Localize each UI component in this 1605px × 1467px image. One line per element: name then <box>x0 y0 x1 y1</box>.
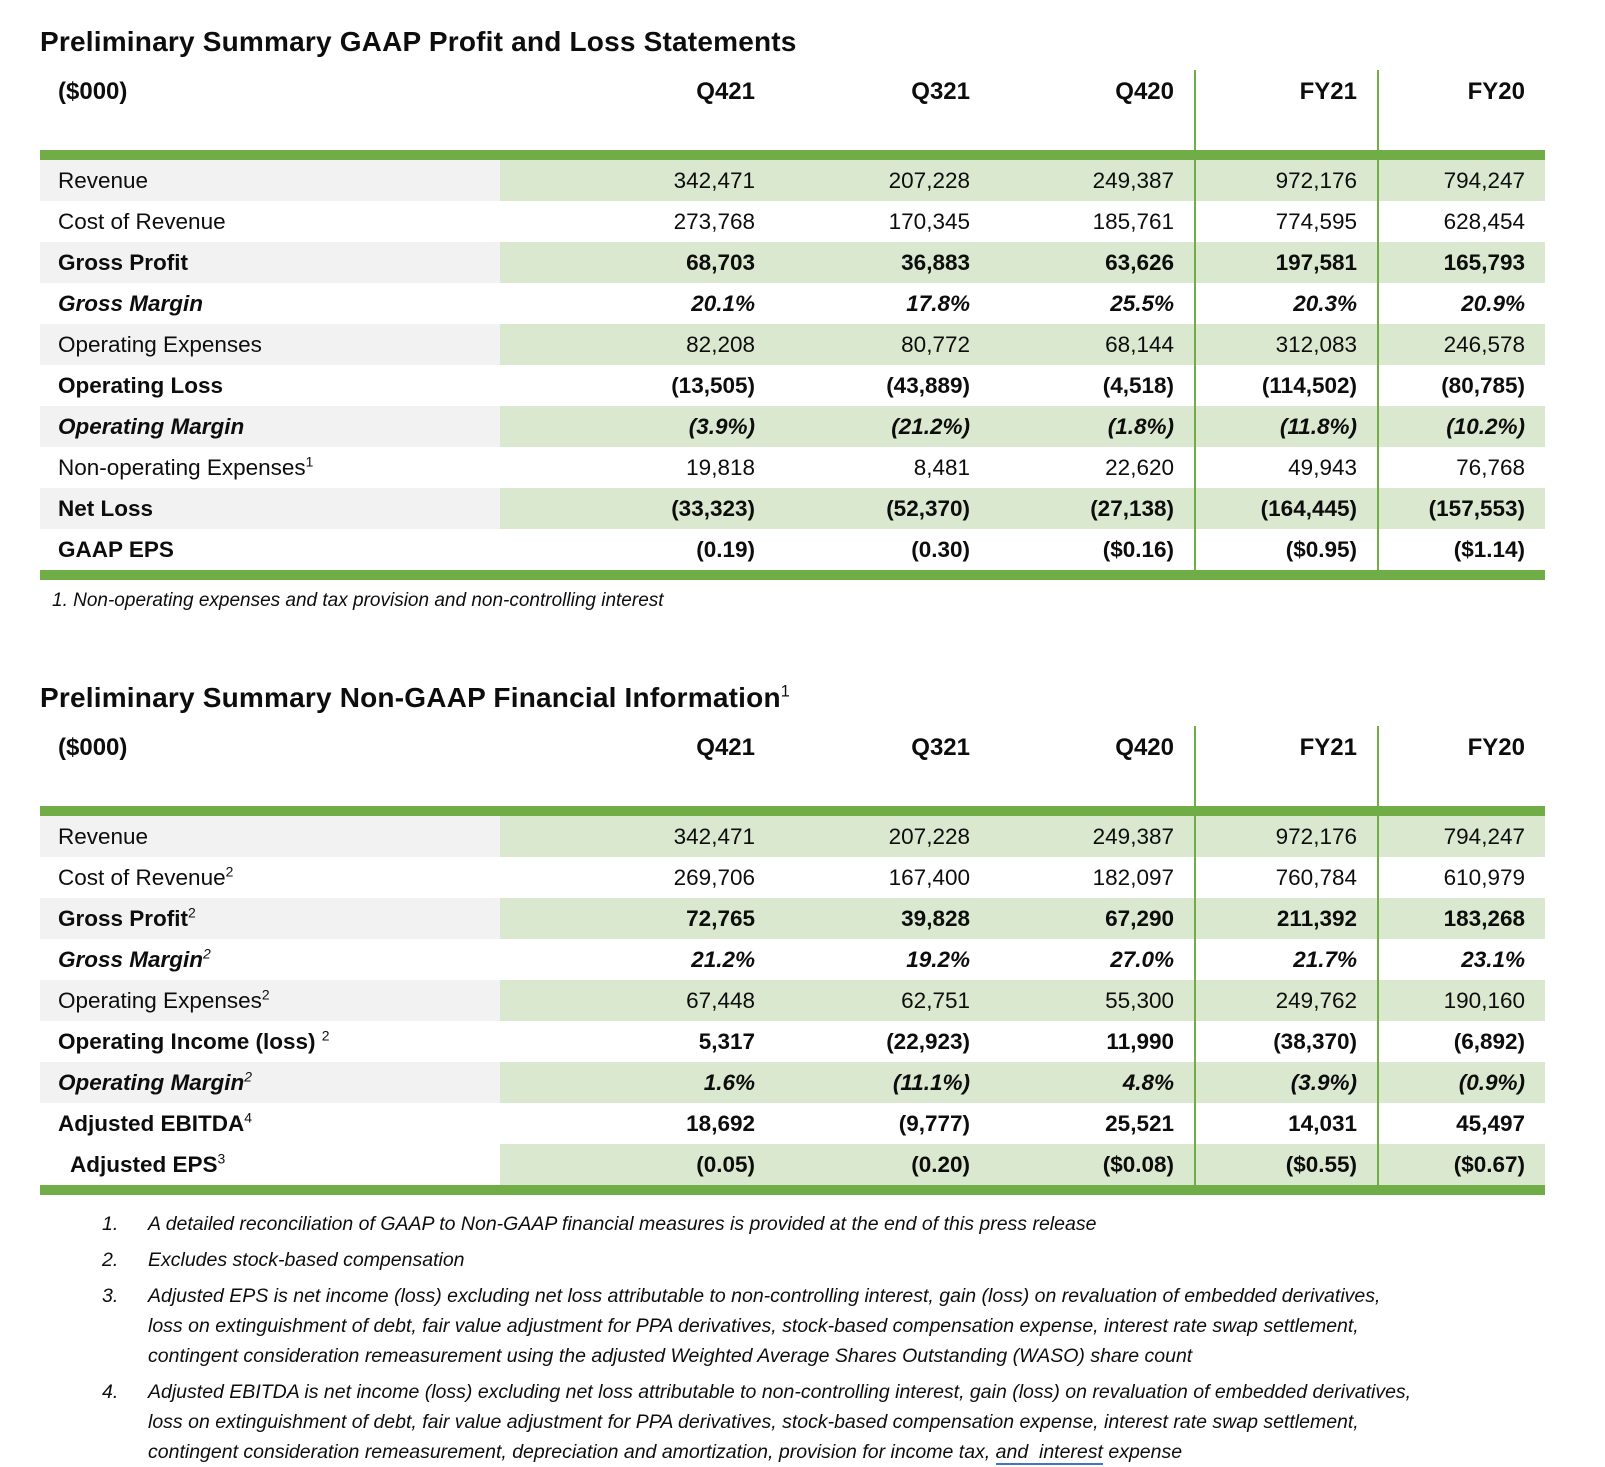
value-cell: (38,370) <box>1195 1021 1378 1062</box>
row-label-superscript: 4 <box>244 1109 253 1125</box>
value-cell: (11.1%) <box>775 1062 990 1103</box>
footnote-text-body: Adjusted EPS is net income (loss) excluding net loss attributable to non-controlling interest, gain (loss) on revaluation of embedded derivatives, loss on extinguishment of debt, fair value adjustment for PPA derivatives, stock-based compensation expense, interest rate swap settlement, contingent consideration remeasurement using the adjusted Weighted Average Shares Outstanding (WASO) share count <box>148 1285 1381 1367</box>
value-cell: 72,765 <box>500 898 775 939</box>
value-cell: 45,497 <box>1378 1103 1545 1144</box>
row-label: Adjusted EPS$^3$ <box>70 1150 226 1177</box>
gaap-unit-label: ($000) <box>58 78 128 105</box>
row-label: Revenue <box>40 160 500 201</box>
value-cell: 760,784 <box>1195 857 1378 898</box>
row-label: Gross Margin <box>58 290 204 316</box>
table-row <box>40 939 1545 980</box>
value-cell: 183,268 <box>1378 898 1545 939</box>
value-cell: 39,828 <box>775 898 990 939</box>
value-cell: ($0.16) <box>1102 536 1174 562</box>
value-cell: ($0.67) <box>1378 1144 1545 1185</box>
value-cell: 82,208 <box>500 324 775 365</box>
table-row <box>40 857 1545 898</box>
table-row <box>40 283 1545 324</box>
value-cell: 5,317 <box>698 1028 755 1054</box>
value-cell: 20.1% <box>691 290 755 316</box>
value-cell: 36,883 <box>775 242 990 283</box>
value-cell: ($1.14) <box>1378 529 1545 570</box>
footnote-number: 4. <box>102 1381 119 1403</box>
value-cell: (13,505) <box>671 372 755 398</box>
value-cell: 62,751 <box>775 980 990 1021</box>
value-cell: 18,692 <box>686 1110 755 1136</box>
value-cell: (1.8%) <box>990 406 1195 447</box>
row-label: Operating Expenses <box>40 324 500 365</box>
non-gaap-column-header-q321: Q321 <box>911 734 970 761</box>
value-cell: 774,595 <box>1195 201 1378 242</box>
table-row <box>40 898 1545 939</box>
non-gaap-header-row <box>40 726 1545 806</box>
row-label: Revenue <box>40 816 500 857</box>
row-label: Gross Profit$^2$ <box>40 898 500 939</box>
table-row <box>40 816 1545 857</box>
value-cell: (10.2%) <box>1378 406 1545 447</box>
table-row <box>40 242 1545 283</box>
value-cell: (0.19) <box>696 536 755 562</box>
value-cell: 269,706 <box>673 864 755 890</box>
value-cell: ($0.08) <box>990 1144 1195 1185</box>
non-gaap-column-header-fy21: FY21 <box>1195 726 1378 806</box>
value-cell: 21.2% <box>691 946 755 972</box>
gaap-column-header-q321: Q321 <box>911 78 970 105</box>
value-cell: 11,990 <box>1106 1028 1174 1054</box>
value-cell: (164,445) <box>1195 488 1378 529</box>
value-cell: 55,300 <box>990 980 1195 1021</box>
value-cell: (22,923) <box>886 1028 970 1054</box>
value-cell: 249,387 <box>990 816 1195 857</box>
value-cell: 167,400 <box>888 864 970 890</box>
row-label: Net Loss <box>40 488 500 529</box>
row-label-superscript: 2 <box>225 863 234 879</box>
gaap-section <box>40 26 1605 612</box>
value-cell: 170,345 <box>888 208 970 234</box>
non-gaap-table <box>40 726 1545 1195</box>
row-label-superscript: 2 <box>244 1068 253 1084</box>
row-label: Gross Margin$^2$ <box>58 945 211 972</box>
footnote-text <box>148 1209 1418 1239</box>
row-label: Operating Margin <box>40 406 500 447</box>
value-cell: 19,818 <box>686 454 755 480</box>
gaap-header-row <box>40 70 1545 150</box>
table-row <box>40 1062 1545 1103</box>
value-cell: 67,448 <box>500 980 775 1021</box>
row-label: Gross Profit <box>40 242 500 283</box>
non-gaap-unit-label: ($000) <box>58 734 128 761</box>
value-cell: 27.0% <box>1110 946 1174 972</box>
value-cell: 794,247 <box>1378 160 1545 201</box>
footnote-number: 2. <box>102 1249 119 1271</box>
gaap-column-header-fy20: FY20 <box>1378 70 1545 150</box>
value-cell: (0.05) <box>500 1144 775 1185</box>
value-cell: 4.8% <box>990 1062 1195 1103</box>
footnote-underlined-text: and interest <box>995 1441 1103 1463</box>
value-cell: (0.9%) <box>1378 1062 1545 1103</box>
value-cell: 246,578 <box>1378 324 1545 365</box>
value-cell: 610,979 <box>1378 857 1545 898</box>
non-gaap-column-header-q421: Q421 <box>696 734 755 761</box>
value-cell: (3.9%) <box>1195 1062 1378 1103</box>
value-cell: 249,762 <box>1195 980 1378 1021</box>
value-cell: (21.2%) <box>775 406 990 447</box>
footnote-number: 1. <box>102 1213 119 1235</box>
footnote-text-after: expense <box>1102 1441 1183 1463</box>
value-cell: 342,471 <box>500 816 775 857</box>
value-cell: (80,785) <box>1378 365 1545 406</box>
value-cell: 63,626 <box>990 242 1195 283</box>
row-label: Operating Loss <box>58 372 224 398</box>
value-cell: 165,793 <box>1378 242 1545 283</box>
footnote-text <box>148 1281 1418 1371</box>
table-row <box>40 160 1545 201</box>
value-cell: 20.3% <box>1195 283 1378 324</box>
gaap-column-header-fy21: FY21 <box>1195 70 1378 150</box>
footnote-text <box>148 1377 1418 1467</box>
table-row <box>40 1144 1545 1185</box>
non-gaap-table-title <box>40 682 1605 714</box>
value-cell: 22,620 <box>1105 454 1174 480</box>
value-cell: ($0.95) <box>1195 529 1378 570</box>
value-cell: 273,768 <box>673 208 755 234</box>
gaap-table-title-text: Preliminary Summary GAAP Profit and Loss Statements <box>40 26 797 57</box>
row-label-superscript: 2 <box>188 904 196 920</box>
non-gaap-bottom-rule <box>40 1185 1545 1195</box>
value-cell: 207,228 <box>775 816 990 857</box>
value-cell: (6,892) <box>1378 1021 1545 1062</box>
value-cell: (0.20) <box>775 1144 990 1185</box>
gaap-bottom-rule <box>40 570 1545 580</box>
footnote-text-body: A detailed reconciliation of GAAP to Non-GAAP financial measures is provided at the end of this press release <box>148 1213 1097 1235</box>
non-gaap-table-body <box>40 816 1545 1185</box>
table-row <box>40 324 1545 365</box>
value-cell: 207,228 <box>775 160 990 201</box>
value-cell: (43,889) <box>886 372 970 398</box>
row-label: Cost of Revenue <box>58 208 226 234</box>
row-label: GAAP EPS <box>58 536 174 562</box>
gaap-column-header-q421: Q421 <box>696 78 755 105</box>
gaap-table <box>40 70 1545 580</box>
value-cell: 68,144 <box>990 324 1195 365</box>
row-label-superscript: 2 <box>261 986 270 1002</box>
value-cell: 972,176 <box>1195 816 1378 857</box>
value-cell: 23.1% <box>1378 939 1545 980</box>
value-cell: 197,581 <box>1195 242 1378 283</box>
value-cell: 249,387 <box>990 160 1195 201</box>
footnote-text-body: Adjusted EBITDA is net income (loss) excluding net loss attributable to non-controlling interest, gain (loss) on revaluation of embedded derivatives, loss on extinguishment of debt, fair value adjustment for PPA derivatives, stock-based compensation expense, interest rate swap settlement, contingent consideration remeasurement, depreciation and amortization, provision for income tax, <box>148 1381 1412 1463</box>
value-cell: 76,768 <box>1378 447 1545 488</box>
gaap-column-header-q420: Q420 <box>1115 78 1174 105</box>
value-cell: (9,777) <box>898 1110 970 1136</box>
table-row <box>40 201 1545 242</box>
value-cell: 794,247 <box>1378 816 1545 857</box>
gaap-footnote: 1. Non-operating expenses and tax provision and non-controlling interest <box>52 590 664 611</box>
row-label: Operating Margin$^2$ <box>40 1062 500 1103</box>
footnote-number: 3. <box>102 1285 119 1307</box>
value-cell: 972,176 <box>1195 160 1378 201</box>
non-gaap-section <box>40 682 1605 1195</box>
value-cell: 211,392 <box>1195 898 1378 939</box>
row-label: Non-operating Expenses$^1$ <box>58 453 314 480</box>
table-row <box>40 980 1545 1021</box>
non-gaap-column-header-fy20: FY20 <box>1378 726 1545 806</box>
row-label: Cost of Revenue$^2$ <box>58 863 234 890</box>
row-label-superscript: 1 <box>305 453 314 469</box>
value-cell: (0.30) <box>911 536 970 562</box>
value-cell: 312,083 <box>1195 324 1378 365</box>
value-cell: 80,772 <box>775 324 990 365</box>
value-cell: 8,481 <box>913 454 970 480</box>
non-gaap-top-rule <box>40 806 1545 816</box>
value-cell: 185,761 <box>1092 208 1174 234</box>
row-label: Adjusted EBITDA$^4$ <box>58 1109 253 1136</box>
value-cell: 49,943 <box>1195 447 1378 488</box>
value-cell: (27,138) <box>990 488 1195 529</box>
table-row <box>40 406 1545 447</box>
value-cell: 67,290 <box>990 898 1195 939</box>
table-row <box>40 365 1545 406</box>
value-cell: (4,518) <box>1102 372 1174 398</box>
row-label-superscript: 2 <box>321 1027 330 1043</box>
value-cell: 19.2% <box>906 946 970 972</box>
gaap-table-body <box>40 160 1545 570</box>
value-cell: 182,097 <box>1092 864 1174 890</box>
value-cell: (52,370) <box>775 488 990 529</box>
table-row <box>40 488 1545 529</box>
table-row <box>40 1103 1545 1144</box>
non-gaap-table-title-text: Preliminary Summary Non-GAAP Financial Information <box>40 682 781 713</box>
row-label-superscript: 2 <box>203 945 211 961</box>
value-cell: 342,471 <box>500 160 775 201</box>
row-label: Operating Income (loss) $^2$ <box>58 1027 330 1054</box>
footnote-item-1 <box>102 1209 1605 1239</box>
value-cell: ($0.55) <box>1195 1144 1378 1185</box>
value-cell: (3.9%) <box>500 406 775 447</box>
non-gaap-title-superscript: 1 <box>780 682 790 701</box>
value-cell: 17.8% <box>906 290 970 316</box>
footnotes-list <box>102 1209 1605 1467</box>
value-cell: 68,703 <box>500 242 775 283</box>
value-cell: (33,323) <box>500 488 775 529</box>
gaap-top-rule <box>40 150 1545 160</box>
value-cell: (11.8%) <box>1195 406 1378 447</box>
table-row <box>40 1021 1545 1062</box>
value-cell: (114,502) <box>1195 365 1378 406</box>
footnote-text-body: Excludes stock-based compensation <box>148 1249 465 1271</box>
value-cell: (157,553) <box>1378 488 1545 529</box>
footnote-item-4 <box>102 1377 1605 1467</box>
non-gaap-column-header-q420: Q420 <box>1115 734 1174 761</box>
table-row <box>40 529 1545 570</box>
value-cell: 190,160 <box>1378 980 1545 1021</box>
value-cell: 25.5% <box>1110 290 1174 316</box>
value-cell: 21.7% <box>1195 939 1378 980</box>
footnote-item-3 <box>102 1281 1605 1371</box>
footnote-item-2 <box>102 1245 1605 1275</box>
value-cell: 628,454 <box>1378 201 1545 242</box>
value-cell: 25,521 <box>1105 1110 1174 1136</box>
value-cell: 1.6% <box>500 1062 775 1103</box>
row-label: Operating Expenses$^2$ <box>40 980 500 1021</box>
row-label-superscript: 3 <box>217 1150 226 1166</box>
value-cell: 14,031 <box>1195 1103 1378 1144</box>
gaap-table-title <box>40 26 1605 58</box>
footnote-text <box>148 1245 1418 1275</box>
table-row <box>40 447 1545 488</box>
value-cell: 20.9% <box>1378 283 1545 324</box>
